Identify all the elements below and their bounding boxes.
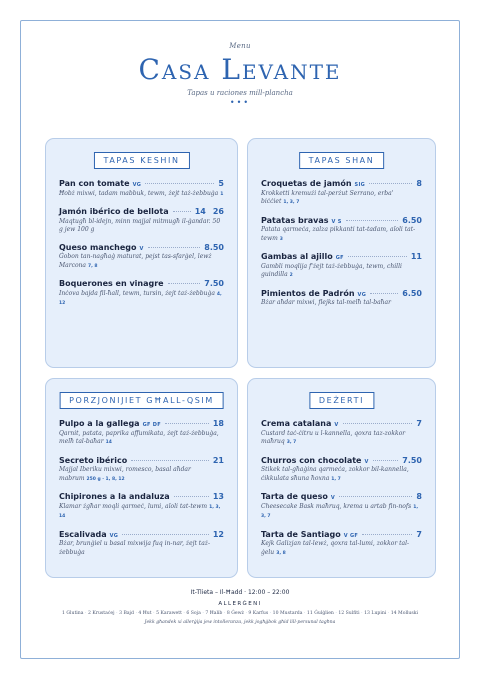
dietary-tag: V S [331,218,342,225]
dish-name: Chipirones a la andaluza [59,492,170,501]
description-text: Custard taċ-ċitru u l-kannella, qoxra taz-zokkor maħruq [261,429,406,445]
menu-item-row [59,530,224,539]
menu-item-row [261,419,422,428]
dish-description [59,190,224,200]
dietary-tag: V [334,422,339,428]
price: 12 [212,529,224,539]
dish-name: Pulpo a la gallega [59,419,140,428]
allergen-entry: 11 Ġulġlien [306,611,334,616]
dotted-leader [369,183,412,184]
dotted-leader [339,496,412,497]
allergen-codes: 3, 8 [276,550,286,556]
allergen-entry: 1 Glutina [61,611,84,616]
price: 8 [416,492,422,501]
price-large: 26 [212,207,224,216]
dish-name: Tarta de Santiago [261,529,341,539]
menu-item-row [59,419,224,428]
dish-description [261,190,422,208]
dish-description [261,503,422,522]
price: 7.50 [402,455,422,465]
allergen-entry: 10 Mustarda [272,611,303,616]
menu-item [261,419,422,448]
allergen-codes: 7, 8 [88,263,98,269]
menu-item-row [261,456,422,465]
allergen-codes: 3, 7 [286,440,297,445]
dietary-tag: GF [335,255,344,261]
dish-name: Boquerones en vinagre [59,279,164,288]
dish-description [59,253,224,271]
item-list [59,419,224,565]
allergen-codes: 1, 3, 7 [261,504,419,519]
description-text: Bżar aħdar mixwi, flejks tal-melħ tal-baħar [261,299,391,306]
menu-subtitle: Tapas u raciones mill-plancha [187,89,293,97]
separator-dot: · [84,611,87,616]
allergen-codes: 1 [220,191,224,197]
description-text: Patata qarmeċa, zalza pikkanti tat-tadam, aïoli tat-tewm [261,226,416,242]
menu-item-row [59,279,224,288]
dish-description [261,466,422,484]
dietary-tag: V GF [343,532,359,539]
dish-description [59,290,224,309]
menu-item-row [261,492,422,501]
dish-description [59,218,224,235]
menu-item [59,456,224,485]
description-text: Klamar żgħar moqli qarmeċ, lumi, aïoli tat-tewm [59,502,208,510]
menu-item [59,243,224,272]
menu-item [261,216,422,245]
decorative-dots: ••• [229,98,251,107]
item-list [59,179,224,317]
allergen-entry: 4 Ħut [138,611,152,616]
dish-name: Queso manchego [59,242,137,252]
description-text: Krokketti kremużi tal-perżut Serrano, erba' biċċiet [261,189,394,205]
menu-item [261,252,422,281]
dotted-leader [148,247,201,248]
dietary-tag: VG [109,532,119,539]
menu-item-row [59,179,224,188]
price: 7 [416,419,422,428]
allergen-codes: 250 g · 1, 8, 12 [86,476,125,482]
dish-description [59,540,224,557]
allergen-codes: 1, 3, 7 [283,200,300,205]
description-text: Maqtugħ bl-idejn, minn majjal mitmugħ il-ġandar. 50 g jew 100 g [59,217,221,233]
dotted-leader [165,423,209,424]
separator-dot: · [183,611,185,616]
allergen-codes: 1, 7 [331,476,341,482]
dish-description [261,540,422,558]
section-dezerti [247,378,436,578]
price: 21 [212,455,224,465]
allergen-entry: 12 Sulfiti [338,611,360,616]
price: 8 [416,179,422,188]
menu-item [59,279,224,309]
separator-dot: · [202,611,204,616]
price: 7 [416,529,422,539]
dietary-tag: V [330,495,335,501]
menu-item [261,530,422,559]
allergen-entry: 5 Karawett [156,611,182,616]
allergen-codes: 4, 12 [59,291,222,306]
dish-name: Secreto ibérico [59,455,128,465]
dish-name: Gambas al ajillo [261,252,333,261]
allergy-note: Jekk għandek xi allerġija jew intolleranza, jekk jogħġbok għid lill-persunal tagħna [144,620,336,625]
menu-item [261,179,422,208]
dish-description [59,466,224,484]
section-title: TAPAS KESHIN [93,152,189,169]
dietary-tag: SIG [354,182,366,188]
separator-dot: · [135,611,137,616]
allergen-entry: 3 Bajd [119,611,134,616]
menu-item [59,492,224,522]
allergen-codes: 14 [105,440,112,445]
section-title: DEŻERTI [309,392,374,409]
dotted-leader [174,496,209,497]
dietary-tag: VG [357,291,367,298]
menu-item-row [59,492,224,501]
separator-dot: · [245,611,247,616]
dotted-leader [346,220,399,221]
dotted-leader [343,423,413,424]
description-text: Gambli moqlija f'żejt taż-żebbuġa, tewm, chilli guindilla [261,262,402,278]
dietary-tag: GF DF [142,422,161,428]
price: 5 [218,179,224,188]
menu-item [261,492,422,522]
dotted-leader [145,183,214,184]
allergen-entry: 8 Ġewż [226,611,244,616]
price: 18 [212,419,224,428]
allergens-title: ALLERĠENI [218,601,262,607]
dish-description [261,430,422,448]
dietary-tag: V [139,245,144,252]
menu-item [59,530,224,558]
separator-dot: · [223,611,226,616]
allergen-codes: 1, 3, 14 [59,504,221,519]
menu-footer [30,589,450,625]
menu-item [59,179,224,199]
price: 7.50 [204,279,224,288]
description-text: Ġobon tan-nagħaġ maturat, pejst tas-sfarġel, lewż Marcona [59,253,212,269]
section-tapas-keshin [45,138,238,368]
separator-dot: · [335,611,337,616]
menu-item-row [261,252,422,261]
section-title: PORZJONIJIET GĦALL-QSIM [59,392,224,409]
dotted-leader [362,534,412,535]
menu-item [261,289,422,308]
dietary-tag: V [364,458,369,465]
allergen-codes: 3 [279,236,283,242]
description-text: Inċova bajda fil-ħall, tewm, tursin, żejt taż-żebbuġa [59,289,215,297]
section-title: TAPAS SHAN [299,152,385,169]
dish-description [261,299,422,308]
dish-name: Pimientos de Padrón [261,288,355,298]
price: 6.50 [402,288,422,298]
menu-item-row [261,530,422,539]
item-list [261,179,422,316]
menu-item-row [59,243,224,252]
menu-header [0,42,480,108]
menu-eyebrow: Menu [229,42,251,50]
dotted-leader [348,256,407,257]
menu-item-row [59,207,224,216]
menu-item [59,207,224,235]
price: 6.50 [402,215,422,225]
description-text: Ħobż mixwi, tadam mabbuk, tewm, żejt taż-żebbuġa [59,189,219,197]
dish-description [261,263,422,281]
separator-dot: · [116,611,118,616]
price: 8.50 [204,242,224,252]
description-text: Qarnit, patata, paprika affumikata, żejt taż-żebbuġa, melħ tal-baħar [59,429,219,445]
separator-dot: · [387,611,390,616]
allergen-codes: 2 [289,273,293,278]
menu-item [59,419,224,448]
dotted-leader [131,460,209,461]
dietary-tag: VG [132,182,142,188]
allergen-entry: 14 Molluski [390,611,419,616]
separator-dot: · [361,611,363,616]
price: 13 [212,492,224,501]
description-text: Majjal Iberiku mixwi, romesco, basal aħdar mabrum [59,466,191,482]
dish-name: Pan con tomate [59,179,130,188]
price: 14 [194,207,206,216]
opening-hours: It-Tlieta – Il-Ħadd · 12:00 – 22:00 [190,589,290,596]
dotted-leader [173,211,191,212]
description-text: Stikek tal-għaġina qarmeċa, zokkor bil-kannella, ċikkulata sħuna ħoxna [261,466,409,482]
dish-name: Crema catalana [261,419,332,428]
menu-item [261,456,422,485]
allergen-entry: 2 Krustaċej [87,611,115,616]
menu-item-row [261,289,422,298]
item-list [261,419,422,566]
section-porzjonijiet [45,378,238,578]
menu-item-row [261,216,422,225]
allergen-entry: 13 Lupini [364,611,387,616]
description-text: Kejk Galizjan tal-lewż, qoxra tal-lumi, zokkor tal-ġelu [261,540,410,556]
menu-item-row [261,179,422,188]
allergens-list [30,610,450,617]
dish-name: Escalivada [59,529,107,539]
dotted-leader [168,283,201,284]
allergen-entry: 6 Soja [186,611,201,616]
separator-dot: · [153,611,155,616]
dish-name: Tarta de queso [261,492,328,501]
price: 11 [410,252,422,261]
description-text: Bżar, brunġiel u basal mixwija fuq in-nar, żejt taż-żebbuġa [59,540,210,556]
allergen-entry: 9 Karfus [248,611,269,616]
dotted-leader [373,460,399,461]
restaurant-title: Casa Levante [138,53,342,86]
description-text: Cheesecake Bask maħruq, krema u artab fin-nofs [261,502,412,510]
dish-name: Patatas bravas [261,215,329,225]
separator-dot: · [269,611,272,616]
dotted-leader [370,293,398,294]
menu-item-row [59,456,224,465]
dotted-leader [122,534,209,535]
dish-description [59,503,224,522]
dish-name: Jamón ibérico de bellota [59,207,169,216]
separator-dot: · [303,611,306,616]
section-tapas-shan [247,138,436,368]
dish-name: Churros con chocolate [261,455,362,465]
dish-description [59,430,224,448]
dish-description [261,226,422,244]
allergen-entry: 7 Ħalib [205,611,223,616]
dish-name: Croquetas de jamón [261,179,352,188]
